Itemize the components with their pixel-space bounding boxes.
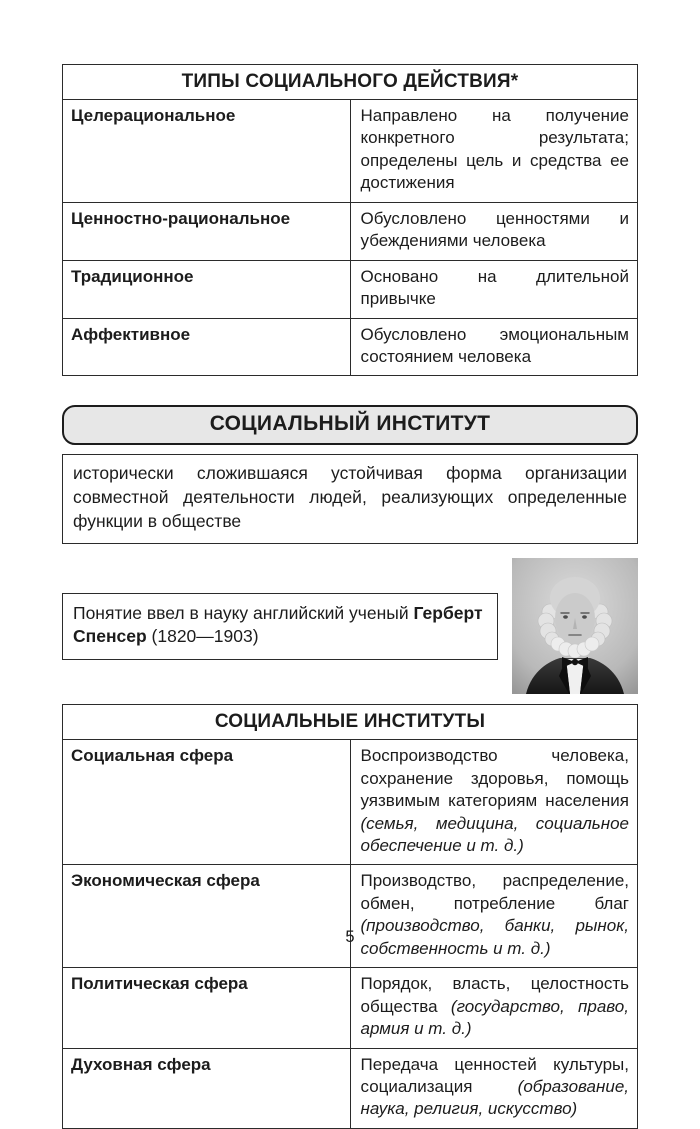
description-text: Воспроизводство человека, сохранение здоровья, помощь уязвимым категориям населения bbox=[360, 746, 629, 811]
description-text: Передача ценностей культуры, социализация bbox=[360, 1054, 629, 1096]
description-cell bbox=[350, 968, 638, 1048]
term-cell: Социальная сфера bbox=[63, 740, 351, 865]
table-row bbox=[63, 100, 638, 203]
social-action-table-title: ТИПЫ СОЦИАЛЬНОГО ДЕЙСТВИЯ* bbox=[63, 65, 638, 100]
term-cell: Традиционное bbox=[63, 260, 351, 318]
description-text: Порядок, власть, целостность общества bbox=[360, 974, 629, 1016]
examples-text: (производство, банки, рынок, собственность и т. д.) bbox=[360, 916, 629, 958]
description-cell bbox=[350, 740, 638, 865]
definition-box: исторически сложившаяся устойчивая форма организации совместной деятельности людей, реализующих определенные функции в обществе bbox=[62, 454, 638, 544]
term-cell: Политическая сфера bbox=[63, 968, 351, 1048]
page-content bbox=[62, 64, 638, 1129]
social-institutions-table-title: СОЦИАЛЬНЫЕ ИНСТИТУТЫ bbox=[63, 705, 638, 740]
note-row bbox=[62, 558, 638, 694]
table-row bbox=[63, 202, 638, 260]
term-cell: Духовная сфера bbox=[63, 1048, 351, 1128]
description-cell bbox=[350, 1048, 638, 1128]
section-banner: СОЦИАЛЬНЫЙ ИНСТИТУТ bbox=[62, 405, 638, 445]
term-cell: Аффективное bbox=[63, 318, 351, 376]
table-row bbox=[63, 260, 638, 318]
description-text: Производство, распределение, обмен, потребление благ bbox=[360, 871, 629, 913]
examples-text: (государство, право, армия и т. д.) bbox=[360, 996, 629, 1039]
description-cell: Обусловлено ценностями и убеждениями человека bbox=[350, 202, 638, 260]
table-row bbox=[63, 1048, 638, 1128]
note-text-before: Понятие ввел в науку английский ученый bbox=[73, 602, 414, 623]
term-cell: Ценностно-рациональное bbox=[63, 202, 351, 260]
examples-text: (образование, наука, религия, искусство) bbox=[360, 1076, 629, 1119]
table-row bbox=[63, 740, 638, 865]
note-scientist-name: Герберт Спенсер bbox=[73, 602, 483, 647]
social-institutions-table bbox=[62, 704, 638, 1129]
description-cell bbox=[350, 865, 638, 968]
term-cell: Экономическая сфера bbox=[63, 865, 351, 968]
description-cell: Обусловлено эмоциональным состоянием человека bbox=[350, 318, 638, 376]
examples-text: (семья, медицина, социальное обеспечение и т. д.) bbox=[360, 813, 629, 855]
table-row bbox=[63, 865, 638, 968]
note-box bbox=[62, 593, 498, 660]
term-cell: Целерациональное bbox=[63, 100, 351, 203]
social-action-table bbox=[62, 64, 638, 376]
table-row bbox=[63, 968, 638, 1048]
note-text-after: (1820—1903) bbox=[146, 626, 259, 647]
herbert-spencer-portrait bbox=[512, 558, 638, 694]
description-cell: Направлено на получение конкретного результата; определены цель и средства ее достижения bbox=[350, 100, 638, 203]
table-row bbox=[63, 318, 638, 376]
description-cell: Основано на длительной привычке bbox=[350, 260, 638, 318]
page-number: 5 bbox=[345, 928, 355, 946]
